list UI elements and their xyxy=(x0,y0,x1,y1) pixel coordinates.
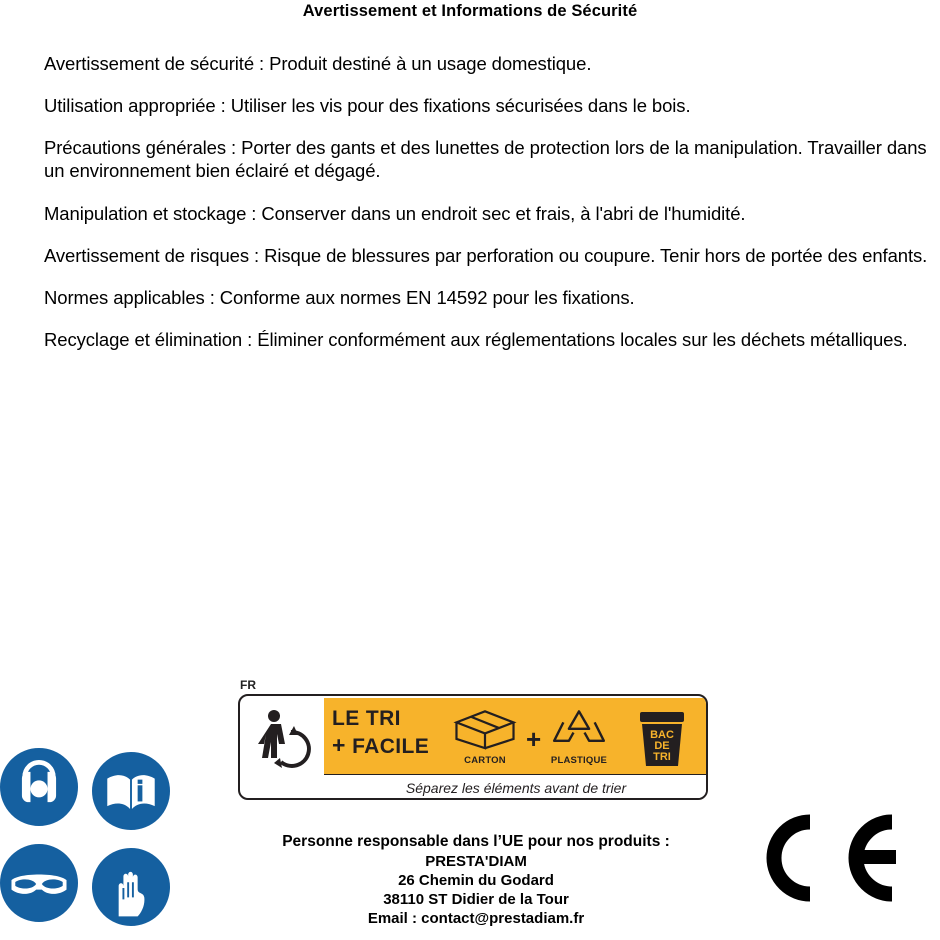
hand-protection-icon xyxy=(92,848,170,926)
plastic-recycle-icon xyxy=(542,704,616,750)
list-item: Manipulation et stockage : Conserver dans un endroit sec et frais, à l'abri de l'humidité. xyxy=(44,202,746,224)
page-title: Avertissement et Informations de Sécurité xyxy=(302,2,638,20)
list-item: Précautions générales : Porter des gants et des lunettes de protection lors de la manipulation. Travailler dans un environnement bien éclairé et dégagé. xyxy=(44,137,927,182)
ce-marking-icon xyxy=(752,812,902,904)
list-item: Utilisation appropriée : Utiliser les vis pour des fixations sécurisées dans le bois. xyxy=(44,95,691,117)
recycling-bin-icon xyxy=(626,700,698,772)
safety-pictogram-group xyxy=(0,748,180,940)
responsible-heading: Personne responsable dans l’UE pour nos produits : xyxy=(282,833,670,850)
recycling-label xyxy=(238,678,714,818)
headline-line-2 xyxy=(332,734,438,757)
list-item: Recyclage et élimination : Éliminer conformément aux réglementations locales sur les déchets métalliques. xyxy=(44,328,908,350)
country-code-label: FR xyxy=(240,678,256,692)
list-item: Normes applicables : Conforme aux normes EN 14592 pour les fixations. xyxy=(44,286,635,308)
read-manual-icon xyxy=(92,752,170,830)
contact-email: Email : contact@prestadiam.fr xyxy=(367,910,585,928)
address-line-1: 26 Chemin du Godard xyxy=(398,872,554,890)
safety-information-list xyxy=(44,52,932,351)
label-headline xyxy=(332,708,438,757)
eye-protection-icon xyxy=(0,844,78,922)
recycling-label-box xyxy=(238,694,708,800)
carton-box-icon xyxy=(448,704,522,750)
svg-text:BAC: BAC xyxy=(650,729,674,741)
svg-text:TRI: TRI xyxy=(653,751,671,763)
label-footer-text: Séparez les éléments avant de trier xyxy=(324,774,708,800)
material-caption: CARTON xyxy=(464,755,506,766)
responsible-person-block xyxy=(238,832,714,929)
list-item: Avertissement de sécurité : Produit destiné à un usage domestique. xyxy=(44,53,592,74)
material-separator: + xyxy=(526,724,542,754)
ear-protection-icon xyxy=(0,748,78,826)
headline-plus: + xyxy=(332,732,346,758)
headline-facile: FACILE xyxy=(352,735,430,758)
triman-icon xyxy=(244,700,322,796)
headline-line-1: LE TRI xyxy=(332,707,401,730)
list-item: Avertissement de risques : Risque de blessures par perforation ou coupure. Tenir hors de portée des enfants. xyxy=(44,244,928,266)
material-caption: PLASTIQUE xyxy=(550,755,608,766)
company-name: PRESTA'DIAM xyxy=(425,852,527,870)
material-carton xyxy=(446,704,524,766)
address-line-2: 38110 ST Didier de la Tour xyxy=(383,891,569,909)
material-plastique xyxy=(540,704,618,766)
svg-text:DE: DE xyxy=(654,740,670,752)
